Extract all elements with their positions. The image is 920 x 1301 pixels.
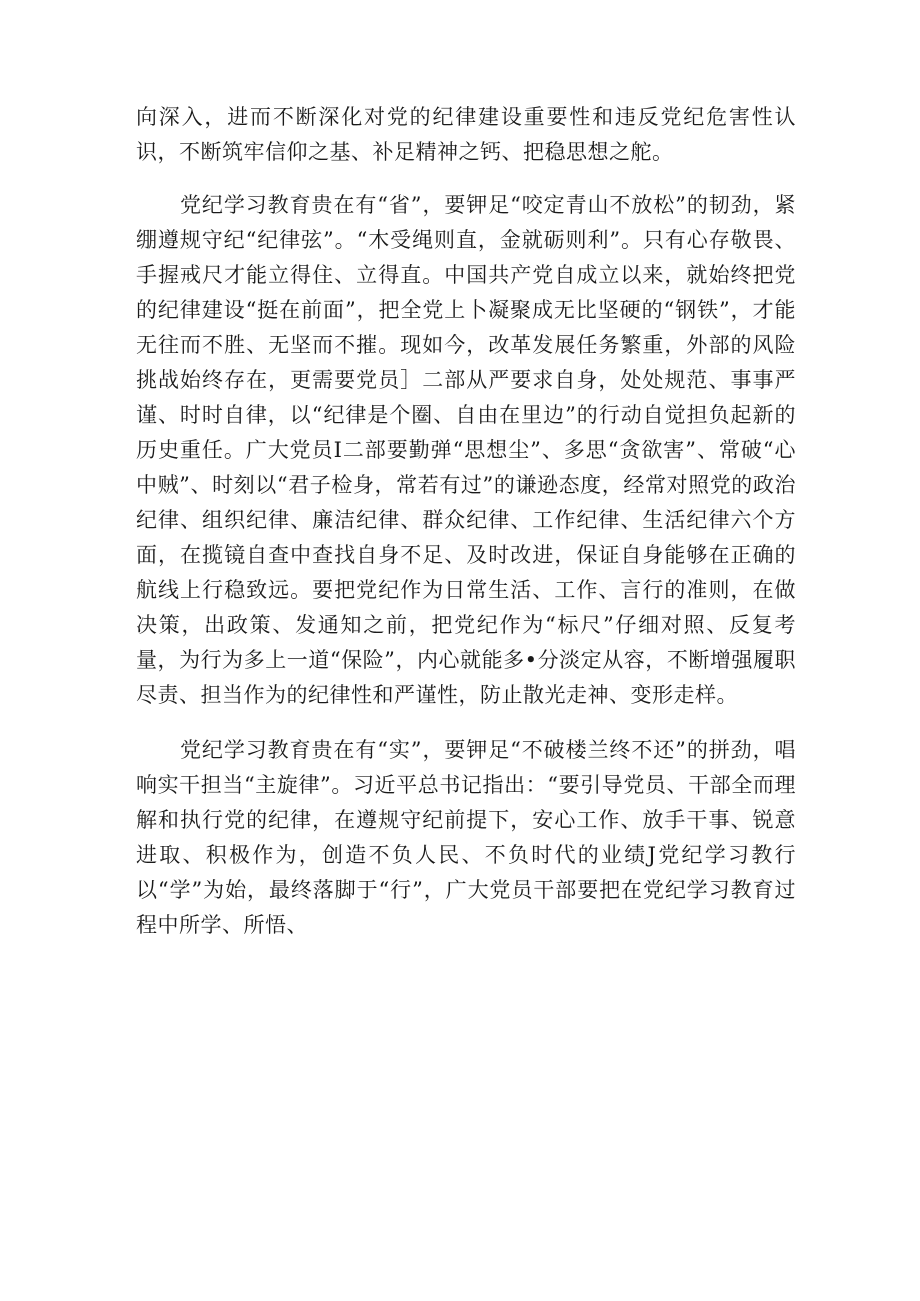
paragraph-continuation: 向深入，进而不断深化对党的纪律建设重要性和违反党纪危害性认识，不断筑牢信仰之基、补足精神之钙、把稳思想之舵。 xyxy=(136,105,796,164)
paragraph-self-reflection: 党纪学习教育贵在有“省”，要钾足“咬定青山不放松”的韧劲，紧绷遵规守纪“纪律弦”。“木受绳则直，金就砺则利”。只有心存敬畏、手握戒尺才能立得住、立得直。中国共产党自成立以来，就始终把党的纪律建设“挺在前面”，把全党上卜凝聚成无比坚硬的“钢铁”，才能无往而不胜、无坚而不摧。现如今，改革发展任务繁重，外部的风险挑战始终存在，更需要党员］二部从严要求自身，处处规范、事事严谨、时时自律，以“纪律是个圈、自由在里边”的行动自觉担负起新的历史重任。广大党员I二部要勤弹“思想尘”、多思“贪欲害”、常破“心中贼”、时刻以“君子检身，常若有过”的谦逊态度，经常对照党的政治纪律、组织纪律、廉洁纪律、群众纪律、工作纪律、生活纪律六个方面，在揽镜自查中查找自身不足、及时改进，保证自身能够在正确的航线上行稳致远。要把党纪作为日常生活、工作、言行的准则，在做决策，出政策、发通知之前，把党纪作为“标尺”仔细对照、反复考量，为行为多上一道“保险”，内心就能多•分淡定从容，不断增强履职尽责、担当作为的纪律性和严谨性，防止散光走神、变形走样。 xyxy=(136,193,796,707)
paragraph-practice: 党纪学习教育贵在有“实”，要钾足“不破楼兰终不还”的拼劲，唱响实干担当“主旋律”。习近平总书记指出：“要引导党员、干部全而理解和执行党的纪律，在遵规守纪前提下，安心工作、放手干事、锐意进取、积极作为，创造不负人民、不负时代的业绩J党纪学习教行以“学”为始，最终落脚于“行”，广大党员干部要把在党纪学习教育过程中所学、所悟、 xyxy=(136,738,796,937)
paragraph-gap xyxy=(0,713,920,733)
paragraph-gap xyxy=(0,170,920,188)
